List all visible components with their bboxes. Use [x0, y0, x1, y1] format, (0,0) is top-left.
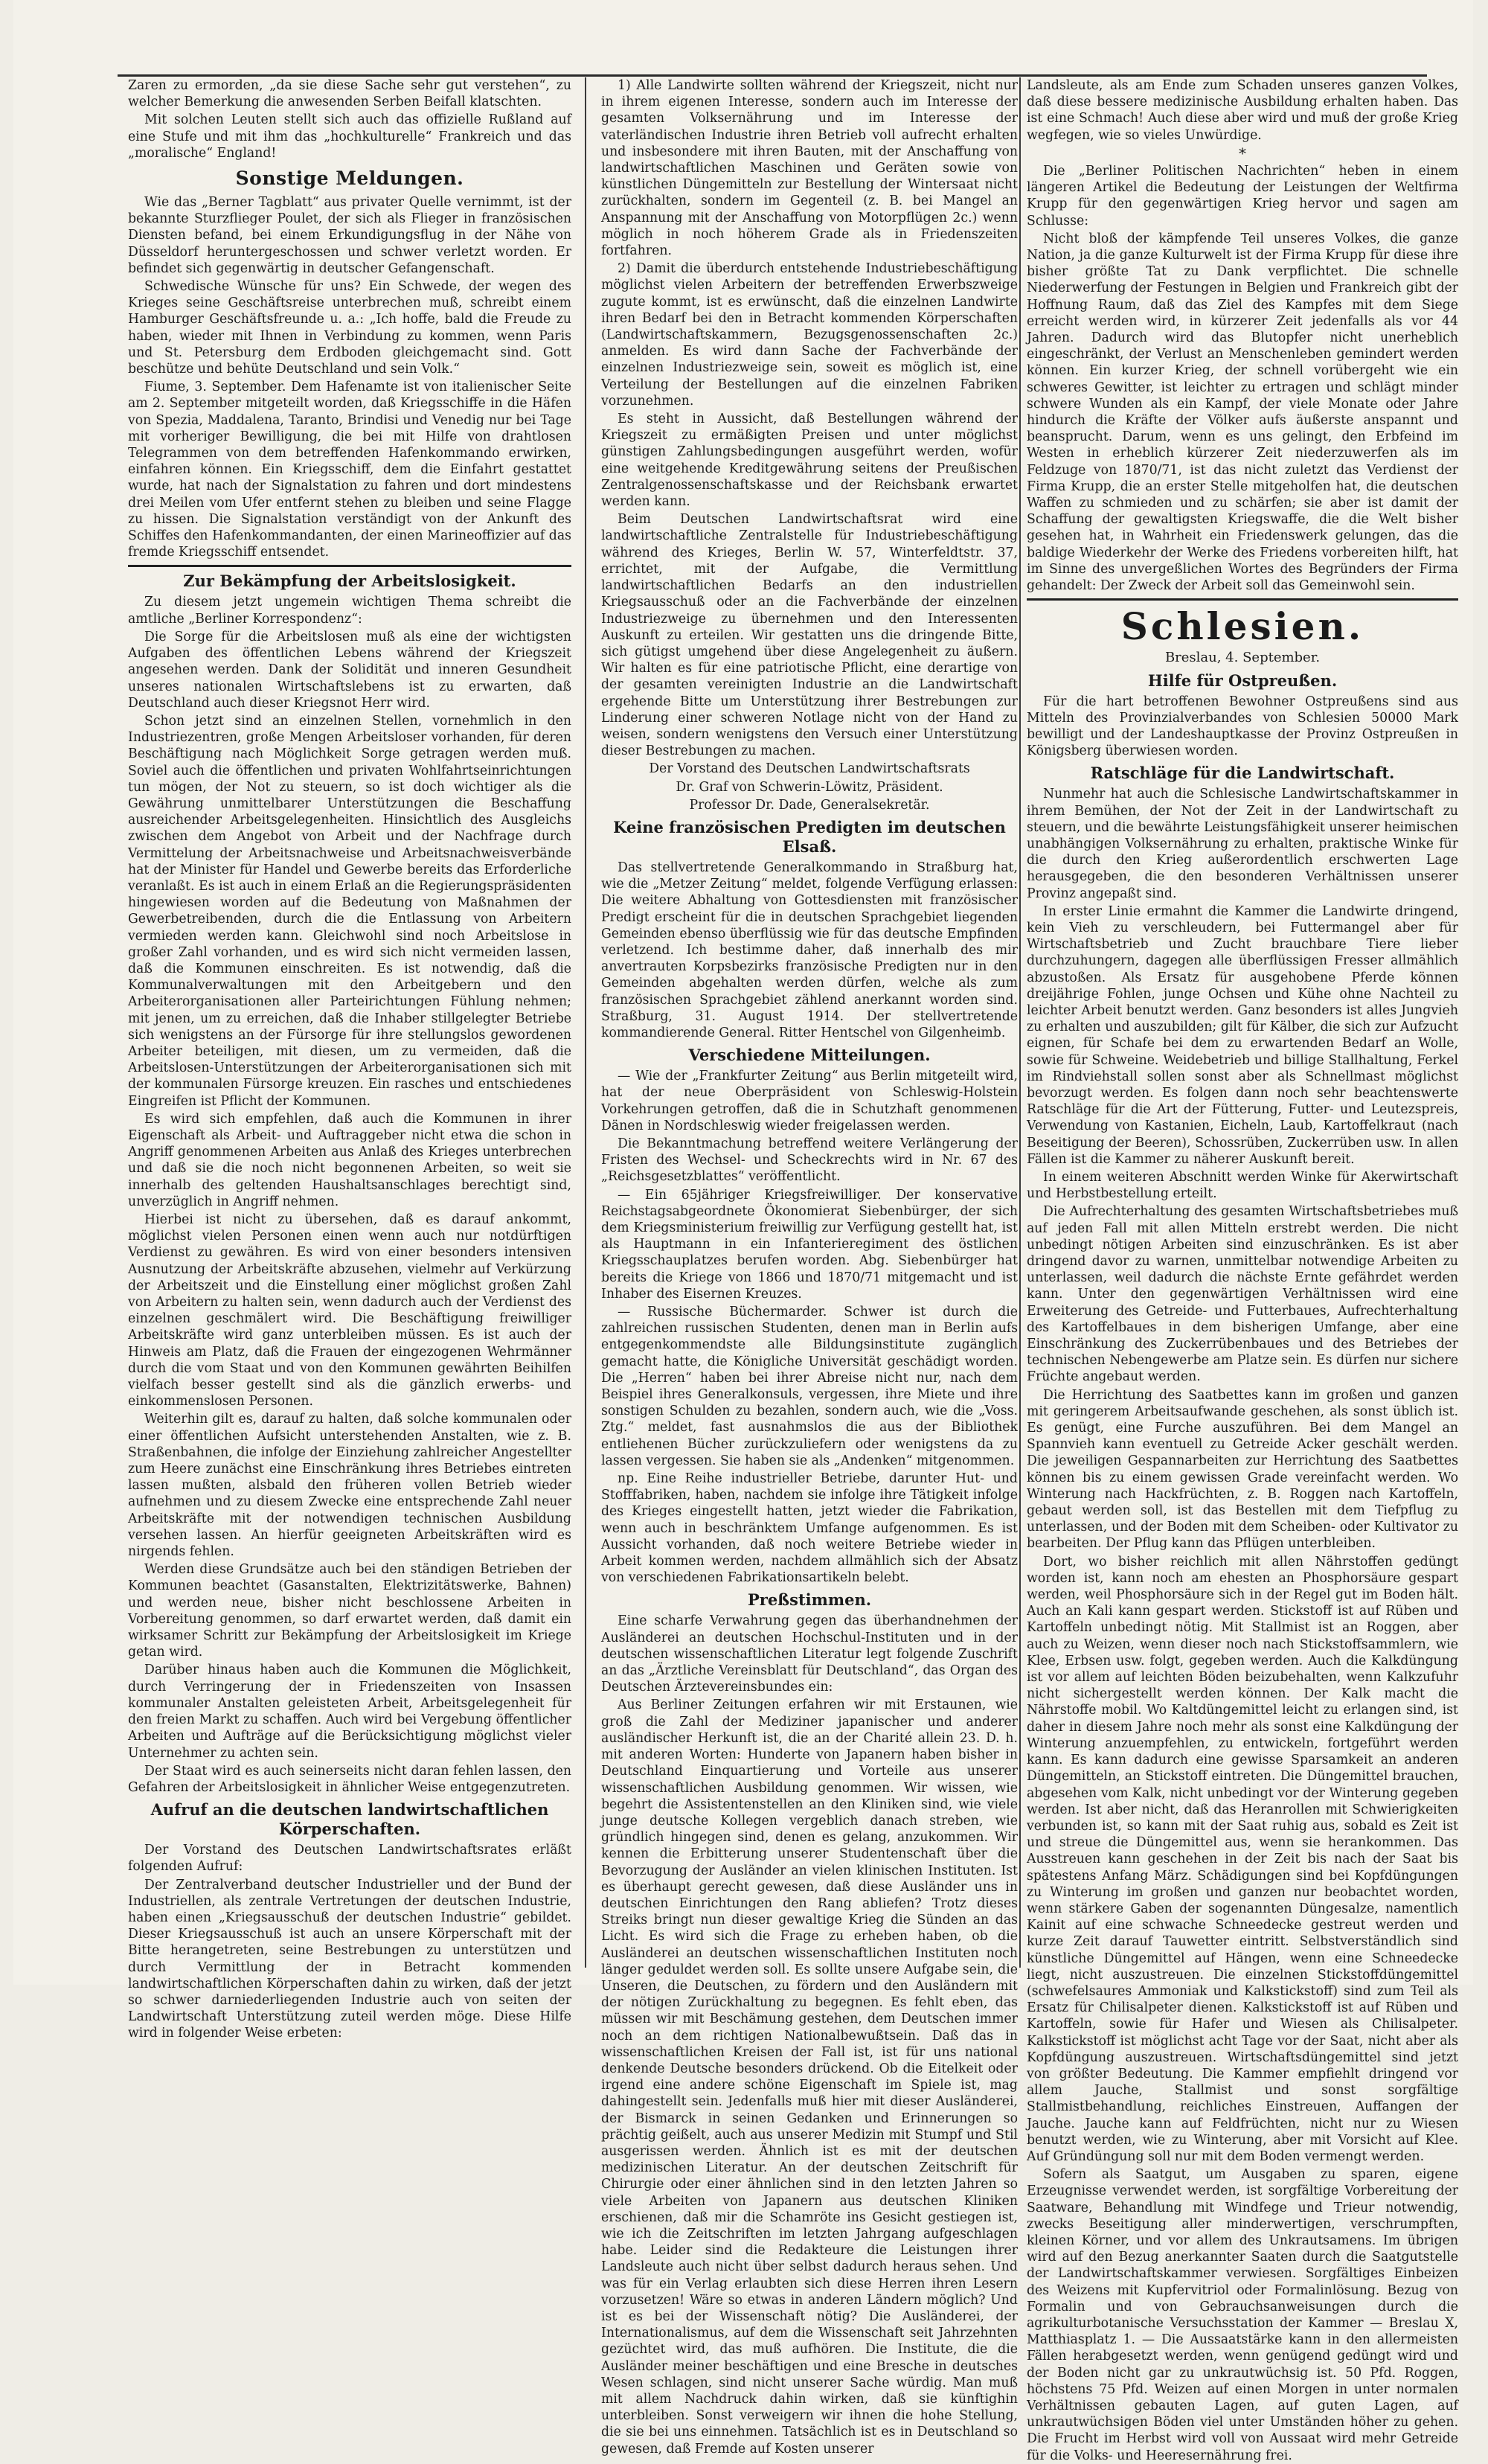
column-3 [1027, 77, 1458, 2463]
paragraph: Es wird sich empfehlen, daß auch die Kommunen in ihrer Eigenschaft als Arbeit- und Auftraggeber nicht etwa die schon in Angriff genommenen Arbeiten aus Anlaß des Krieges unterbrechen und daß sie die noch nicht begonnenen Arbeiten, so weit sie innerhalb des geltenden Haushaltsanschlages berechtigt sind, unverzüglich in Angriff nehmen. [128, 1111, 571, 1209]
paragraph: Zu diesem jetzt ungemein wichtigen Thema schreibt die amtliche „Berliner Korrespondenz“: [128, 595, 571, 627]
section-heading: Sonstige Meldungen. [235, 167, 464, 190]
paragraph: Fiume, 3. September. Dem Hafenamte ist von italienischer Seite am 2. September mitgeteilt worden, daß Kriegsschiffe in die Häfen von Spezia, Maddalena, Taranto, Brindisi und Venedig nur bei Tage mit vorheriger Bewilligung, die bei mit Hilfe von drahtlosen Telegrammen von dem betreffenden Hafenkommando erwirken, einfahren können. Ein Kriegsschiff, dem die Einfahrt gestattet wurde, hat nach der Signalstation zu fahren und dort mindestens drei Meilen vom Ufer entfernt stehen zu bleiben und seine Flagge zu hissen. Die Signalstation verständigt von der Ankunft des Schiffes den Hafenkommandanten, der einen Marineoffizier auf das fremde Kriegsschiff entsendet. [128, 380, 571, 560]
paragraph: Zaren zu ermorden, „da sie diese Sache sehr gut verstehen“, zu welcher Bemerkung die anwesenden Serben Beifall klatschten. [128, 78, 571, 110]
paragraph: Es steht in Aussicht, daß Bestellungen während der Kriegszeit zu ermäßigten Preisen und unter möglichst günstigen Zahlungsbedingungen ausgeführt werden, wofür eine weitgehende Kreditgewährung seitens der Preußischen Zentralgenossenschaftskasse und der Reichsbank erwartet werden kann. [601, 412, 1018, 510]
paragraph: Die Aufrechterhaltung des gesamten Wirtschaftsbetriebes muß auf jeden Fall mit allen Mitteln erstrebt werden. Die nicht unbedingt nötigen Arbeiten sind einzuschränken. Es ist aber dringend davor zu warnen, unmittelbar notwendige Arbeiten zu unterlassen, weil dadurch die nächste Ernte gefährdet werden kann. Unter den gegenwärtigen Verhältnissen wird eine Erweiterung des Getreide- und Futterbaues, Aufrechterhaltung des Kartoffelbaues in dem bisherigen Umfange, aber eine Einschränkung des Zuckerrübenbaues und des Betriebes der technischen Nebengewerbe am Platze sein. Es dürfen nur sichere Früchte angebaut werden. [1027, 1204, 1458, 1385]
paragraph: Dort, wo bisher reichlich mit allen Nährstoffen gedüngt worden ist, kann noch am ehesten an Phosphorsäure gespart werden, weil Phosphorsäure sich in der Regel gut im Boden hält. Auch an Kali kann gespart werden. Stickstoff ist auf Rüben und Kartoffeln unbedingt nötig. Mit Stallmist ist an Roggen, aber auch zu Weizen, wenn dieser noch nach Stickstoffsammlern, wie Klee, Erbsen usw. folgt, gegeben werden. Auch die Kalkdüngung ist vor allem auf leichten Böden beizubehalten, wenn Kalkzufuhr nicht sichergestellt werden können. Der Kalk macht die Nährstoffe mobil. Wo Kaltdüngemittel leicht zu erlangen sind, ist daher in diesem Jahre noch mehr als sonst eine Kalkdüngung der Winterung anzuempfehlen, zu entwickeln, fortgeführt werden kann. Es kann dadurch eine gewisse Sparsamkeit an anderen Düngemitteln, an Stickstoff eintreten. Die Düngemittel brauchen, abgesehen vom Kalk, nicht unbedingt vor der Winterung gegeben werden. Ist aber nicht, daß das Heranrollen mit Schwierigkeiten verbunden ist, so kann mit der Saat ruhig aus, sobald es Zeit ist und streue die Düngemittel aus, wenn sie herankommen. Das Ausstreuen kann geschehen in der Zeit bis nach der Saat bis spätestens Anfang März. Schädigungen sind bei Kopfdüngungen zu Winterung im großen und ganzen nur beobachtet worden, wenn stärkere Gaben der sogenannten Düngesalze, namentlich Kainit auf eine schwache Schneedecke gestreut werden und kurze Zeit darauf Tauwetter eintritt. Selbstverständlich sind künstliche Düngemittel auf Hängen, wenn eine Schneedecke liegt, nicht auszustreuen. Die einzelnen Stickstoffdüngemittel (schwefelsaures Ammoniak und Kalkstickstoff) sind zum Teil als Ersatz für Chilisalpeter dienen. Kalkstickstoff ist auf Rüben und Kartoffeln, sowie für Hafer und Wiesen als Chilisalpeter. Kalkstickstoff ist möglichst acht Tage vor der Saat, nicht aber als Kopfdüngung auszustreuen. Wirtschaftsdüngemittel sind jetzt von größter Bedeutung. Die Kammer empfiehlt dringend vor allem Jauche, Stallmist und sonst sorgfältige Stallmistbehandlung, reichliches Einstreuen, Auffangen der Jauche. Jauche kann auf Feldfrüchten, nicht nur zu Wiesen benutzt werden, wie zu Winterung, aber mit Vorsicht auf Klee. Auf Gründüngung soll nur mit dem Boden vermengt werden. [1027, 1554, 1458, 2164]
paragraph: Der Vorstand des Deutschen Landwirtschaftsrates erläßt folgenden Aufruf: [128, 1843, 571, 1875]
asterisk-icon: * [1239, 144, 1246, 162]
paragraph: — Ein 65jähriger Kriegsfreiwilliger. Der konservative Reichstagsabgeordnete Ökonomierat Siebenbürger, der sich dem Kriegsministerium freiwillig zur Verfügung gestellt hat, ist als Hauptmann in ein Infanterieregiment des östlichen Kriegsschauplatzes berufen worden. Abg. Siebenbürger hat bereits die Kriege von 1866 und 1870/71 mitgemacht und ist Inhaber des Eisernen Kreuzes. [601, 1187, 1018, 1302]
paragraph: Aus Berliner Zeitungen erfahren wir mit Erstaunen, wie groß die Zahl der Mediziner japanischer und anderer ausländischer Herkunft ist, die an der Charité allein 23. D. h. mit anderen Worten: Hunderte von Japanern haben bisher in Deutschland Einquartierung und Vorteile aus unserer wissenschaftlichen Ausbildung genommen. Wir wissen, wie begehrt die Assistentenstellen an den Kliniken sind, wie viele junge deutsche Kollegen vergeblich danach streben, wie gründlich hingegen sind, denen es gelang, anzukommen. Wir kennen die Erbitterung unserer Studentenschaft über die Bevorzugung der Ausländer an vielen klinischen Instituten. Ist es überhaupt gerecht gewesen, daß diese Ausländer uns in deutschen Einrichtungen den Rang abliefen? Trotz dieses Streiks bringt nun dieser gewaltige Krieg die Sünden an das Licht. Es wird sich die Frage zu erheben haben, ob die Ausländerei an deutschen wissenschaftlichen Instituten noch länger geduldet werden soll. Es sollte unsere Aufgabe sein, die Unseren, die Deutschen, zu fördern und den Ausländern mit der nötigen Zurückhaltung zu begegnen. Es fehlt eben, das müssen wir mit Beschämung gestehen, dem Deutschen immer noch an dem richtigen Nationalbewußtsein. Daß das in wissenschaftlichen Kreisen der Fall ist, ist für uns national denkende Deutsche besonders drückend. Ob die Eitelkeit oder irgend eine andere schöne Eigenschaft im Spiele ist, mag dahingestellt sein. Jedenfalls muß hier mit dieser Ausländerei, der Bismarck in seinen Gedanken und Erinnerungen so prächtig geißelt, auch aus unserer Medizin mit Stumpf und Stil ausgerissen werden. Ähnlich ist es mit der deutschen medizinischen Literatur. An der deutschen Zeitschrift für Chirurgie oder einer ähnlichen sind in den letzten Jahren so viele Arbeiten von Japanern aus deutschen Kliniken erschienen, daß mir die Schamröte ins Gesicht gestiegen ist, wie ich die Zeitschriften im letzten Jahrgang aufgeschlagen habe. Leider sind die Redakteure die Leistungen ihrer Landsleute auch nicht über selbst dadurch heraus sehen. Und was für ein Verlag erlaubten sich diese Herren ihren Lesern vorzusetzen! Wäre so etwas in anderen Ländern möglich? Und ist es bei der Wissenschaft nötig? Die Ausländerei, der Internationalismus, auf dem die Wissenschaft seit Jahrzehnten gezüchtet wird, das muß aufhören. Die Institute, die die Ausländer meiner beschäftigen und eine Bresche in deutsches Wesen schlagen, sind nicht unserer Sache würdig. Man muß mit allem Nachdruck dahin wirken, daß sie künftighin unterbleiben. Sonst verweigern wir ihnen die hohe Stellung, die sie bei uns einnehmen. Tatsächlich ist es in Deutschland so gewesen, daß Fremde auf Kosten unserer [601, 1697, 1018, 2457]
paragraph: Landsleute, als am Ende zum Schaden unseres ganzen Volkes, daß diese bessere medizinische Ausbildung erhalten haben. Das ist eine Schmach! Auch diese aber wird und muß der große Krieg wegfegen, wie so vieles Unwürdige. [1027, 78, 1458, 143]
dateline: Breslau, 4. September. [1164, 650, 1321, 666]
section-heading: Verschiedene Mitteilungen. [688, 1046, 931, 1065]
column-divider [585, 77, 586, 1968]
paragraph: Darüber hinaus haben auch die Kommunen die Möglichkeit, durch Verringerung der in Friedenszeiten von Insassen kommunaler Anstalten geleisteten Arbeit, Arbeitsgelegenheit für den freien Markt zu schaffen. Auch wird bei Vergebung öffentlicher Arbeiten und Aufträge auf die Berücksichtigung möglichst vieler Unternehmer zu achten sein. [128, 1663, 571, 1761]
paragraph: Das stellvertretende Generalkommando in Straßburg hat, wie die „Metzer Zeitung“ meldet, folgende Verfügung erlassen: Die weitere Abhaltung von Gottesdiensten mit französischer Predigt erscheint für die in deutschen Sprachgebiet liegenden Gemeinden ebenso überflüssig wie für das deutsche Empfinden verletzend. Ich bestimme daher, daß innerhalb des mir anvertrauten Korpsbezirks französische Predigten nur in den Gemeinden abgehalten werden dürfen, welche als zum französischen Sprachgebiet zählend anerkannt worden sind. Straßburg, 31. August 1914. Der stellvertretende kommandierende General. Ritter Hentschel von Gilgenheimb. [601, 860, 1018, 1040]
region-title: Schlesien. [1120, 604, 1364, 649]
column-divider [1019, 77, 1021, 1968]
paragraph: — Russische Büchermarder. Schwer ist durch die zahlreichen russischen Studenten, denen man in Berlin aufs entgegenkommendste alle Bildungsinstitute zugänglich gemacht hatte, die Königliche Universität geschädigt worden. Die „Herren“ haben bei ihrer Abreise nicht nur, nach dem Beispiel ihres Generalkonsuls, vergessen, ihre Miete und ihre sonstigen Schulden zu bezahlen, sondern auch, wie die „Voss. Ztg.“ meldet, fast ausnahmslos die aus der Bibliothek entliehenen Bücher zurückzuliefern oder wenigstens da zu lassen vergessen. Sie haben sie als „Andenken“ mitgenommen. [601, 1305, 1018, 1468]
top-rule [118, 74, 1427, 77]
divider [1027, 598, 1458, 601]
paragraph: Die „Berliner Politischen Nachrichten“ heben in einem längeren Artikel die Bedeutung der Leistungen der Weltfirma Krupp für den gegenwärtigen Krieg hervor und sagen am Schlusse: [1027, 164, 1458, 228]
paragraph: Die Sorge für die Arbeitslosen muß als eine der wichtigsten Aufgaben des öffentlichen Lebens während der Kriegszeit angesehen werden. Dank der Solidität und inneren Gesundheit unseres nationalen Wirtschaftslebens ist zu erwarten, daß Deutschland auch dieser Kriegsnot Herr wird. [128, 629, 571, 711]
paragraph: 2) Damit die überdurch entstehende Industriebeschäftigung möglichst vielen Arbeitern der betreffenden Erwerbszweige zugute kommt, ist es erwünscht, daß die einzelnen Landwirte ihren Bedarf bei den in Betracht kommenden Körperschaften (Landwirtschaftskammern, Bezugsgenossenschaften 2c.) anmelden. Es wird dann Sache der Fachverbände der einzelnen Industriezweige sein, soweit es möglich ist, eine Verteilung der Bestellungen auf die einzelnen Fabriken vorzunehmen. [601, 261, 1018, 409]
paragraph: In erster Linie ermahnt die Kammer die Landwirte dringend, kein Vieh zu verschleudern, bei Futtermangel aber für Wirtschaftsbetrieb und Zucht brauchbare Tiere lieber durchzuhungern, dagegen alle überflüssigen Fresser allmählich abzustoßen. Als Ersatz für ausgehobene Pferde können dreijährige Fohlen, junge Ochsen und Kühe ohne Nachteil zu leichter Arbeit benutzt werden. Ganz besonders ist alles Jungvieh zu erhalten und auszubilden; gilt für Kälber, die sich zur Aufzucht eignen, für Schafe bei dem zu erwartenden Bedarf an Wolle, sowie für Schweine. Weidebetrieb und billige Stallhaltung, Ferkel im Rindviehstall sollen sonst aber als Schnellmast möglichst bevorzugt werden. Es folgen dann noch sehr beachtenswerte Ratschläge für die Art der Fütterung, Futter- und Leutezspreis, Verwendung von Kastanien, Eicheln, Laub, Kartoffelkraut (nach Beseitigung der Beeren), Schossrüben, Zuckerrüben usw. In allen Fällen ist die Kammer zu näherer Auskunft bereit. [1027, 903, 1458, 1167]
paragraph: Beim Deutschen Landwirtschaftsrat wird eine landwirtschaftliche Zentralstelle für Industriebeschäftigung während des Krieges, Berlin W. 57, Winterfeldtstr. 37, errichtet, mit der Aufgabe, die Vermittlung landwirtschaftlichen Bedarfs an den industriellen Kriegsausschuß oder an die Fachverbände der einzelnen Industriezweige zu übernehmen und den Interessenten Auskunft zu erteilen. Wir gestatten uns die dringende Bitte, sich gütigst umgehend über diese Angelegenheit zu äußern. Wir halten es für eine patriotische Pflicht, eine derartige von der gesamten vereinigten Industrie an die Landwirtschaft ergehende Bitte um Unterstützung ihrer Bestrebungen zur Linderung einer schweren Notlage nicht von der Hand zu weisen, sondern wenigstens den Versuch einer Unterstützung dieser Bestrebungen zu machen. [601, 512, 1018, 759]
paragraph: Wie das „Berner Tagblatt“ aus privater Quelle vernimmt, ist der bekannte Sturzflieger Poulet, der sich als Flieger in französischen Diensten befand, bei einem Erkundigungsflug in der Nähe von Düsseldorf heruntergeschossen und schwer verletzt worden. Er befindet sich gegenwärtig in deutscher Gefangenschaft. [128, 195, 571, 276]
column-2 [601, 77, 1018, 2457]
paragraph: Hierbei ist nicht zu übersehen, daß es darauf ankommt, möglichst vielen Personen einen wenn auch nur notdürftigen Verdienst zu gewähren. Es wird von einer besonders intensiven Ausnutzung der Arbeitskräfte abzusehen, vielmehr auf Verkürzung der Arbeitszeit und die Einstellung einer möglichst großen Zahl von Arbeitern zu halten sein, wenn dadurch auch der Verdienst des einzelnen geschmälert wird. Die Beschäftigung freiwilliger Arbeitskräfte wird ganz unterbleiben müssen. Es ist auch der Hinweis am Platz, daß die Frauen der eingezogenen Wehrmänner durch die vom Staat und von den Kommunen gewährten Beihilfen vielfach besser gestellt sind als die gänzlich erwerbs- und einkommenslosen Personen. [128, 1212, 571, 1409]
paragraph: Nunmehr hat auch die Schlesische Landwirtschaftskammer in ihrem Bemühen, der Not der Zeit in der Landwirtschaft zu steuern, und die bewährte Leistungsfähigkeit unserer heimischen unabhängigen Volksernährung zu erhalten, praktische Winke für die durch den Krieg außerordentlich erschwerten Lage herausgegeben, die den besonderen Verhältnissen unserer Provinz angepaßt sind. [1027, 787, 1458, 901]
paragraph: Werden diese Grundsätze auch bei den ständigen Betrieben der Kommunen beachtet (Gasanstalten, Elektrizitätswerke, Bahnen) und werden neue, bisher nicht beschlossene Arbeiten in Vorbereitung genommen, so darf erwartet werden, daß damit ein wirksamer Schritt zur Bekämpfung der Arbeitslosigkeit im Kriege getan wird. [128, 1562, 571, 1660]
section-heading: Ratschläge für die Landwirtschaft. [1090, 764, 1395, 783]
paragraph: Weiterhin gilt es, darauf zu halten, daß solche kommunalen oder einer öffentlichen Aufsicht unterstehenden Anstalten, wie z. B. Straßenbahnen, die infolge der Einziehung zahlreicher Angestellter zum Heere zunächst eine Einschränkung ihres Betriebes eintreten lassen mußten, alsbald den früheren vollen Betrieb wieder aufnehmen und zu diesem Zwecke eine entsprechende Zahl neuer Arbeitskräfte mit der notwendigen technischen Ausbildung versehen lassen. An hierfür geeigneten Arbeitskräften wird es nirgends fehlen. [128, 1412, 571, 1560]
section-heading: Preßstimmen. [747, 1590, 872, 1610]
column-1 [128, 77, 571, 2041]
paragraph: Die Bekanntmachung betreffend weitere Verlängerung der Fristen des Wechsel- und Scheckrechts wird in Nr. 67 des „Reichsgesetzblattes“ veröffentlicht. [601, 1136, 1018, 1185]
divider [128, 565, 571, 567]
paragraph: Sofern als Saatgut, um Ausgaben zu sparen, eigene Erzeugnisse verwendet werden, ist sorgfältige Vorbereitung der Saatware, Behandlung mit Windfege und Trieur notwendig, zwecks Beseitigung aller minderwertigen, verschrumpften, kleinen Körner, und vor allem des Unkrautsamens. Im übrigen wird auf den Bezug anerkannter Saaten durch die Saatgutstelle der Landwirtschaftskammer verwiesen. Sorgfältiges Einbeizen des Weizens mit Kupfervitriol oder Formalinlösung. Bezug von Formalin und von Gebrauchsanweisungen durch die agrikulturbotanische Versuchsstation der Kammer — Breslau X, Matthiasplatz 1. — Die Aussaatstärke kann in den allermeisten Fällen herabgesetzt werden, wenn genügend gedüngt wird und der Boden nicht gar zu unkrautwüchsig ist. 50 Pfd. Roggen, höchstens 75 Pfd. Weizen auf einen Morgen in unter normalen Verhältnissen gebauten Lagen, auf guten Lagen, auf unkrautwüchsigen Böden viel unter Umständen höher zu gehen. Die Frucht im Herbst wird voll von Aussaat wird mehr Getreide für die Volks- und Heeresernährung frei. [1027, 2167, 1458, 2463]
signature-line: Professor Dr. Dade, Generalsekretär. [689, 797, 930, 813]
paragraph: Die Herrichtung des Saatbettes kann im großen und ganzen mit geringerem Arbeitsaufwande geschehen, als sonst üblich ist. Es genügt, eine Furche auszuführen. Bei dem Mangel an Spannvieh kann eventuell zu Getreide Acker geschält werden. Die jeweiligen Gespannarbeiten zur Herrichtung des Saatbettes können bis zu einem gewissen Grade vereinfacht werden. Wo Winterung nach Hackfrüchten, z. B. Roggen nach Kartoffeln, gebaut werden soll, ist das Bestellen mit dem Tiefpflug zu unterlassen, und der Boden mit dem Scheiben- oder Kultivator zu bearbeiten. Der Pflug kann das Pflügen unterbleiben. [1027, 1387, 1458, 1552]
section-heading: Keine französischen Predigten im deutschen Elsaß. [613, 817, 1006, 856]
section-heading: Zur Bekämpfung der Arbeitslosigkeit. [183, 572, 516, 591]
section-heading: Hilfe für Ostpreußen. [1147, 671, 1338, 690]
paragraph: Eine scharfe Verwahrung gegen das überhandnehmen der Ausländerei an deutschen Hochschul-Instituten und in der deutschen wissenschaftlichen Literatur legt folgende Zuschrift an das „Ärztliche Vereinsblatt für Deutschland“, das Organ des Deutschen Ärztevereinsbundes ein: [601, 1613, 1018, 1695]
paragraph: Der Zentralverband deutscher Industrieller und der Bund der Industriellen, als zentrale Vertretungen der deutschen Industrie, haben einen „Kriegsausschuß der deutschen Industrie“ gebildet. Dieser Kriegsausschuß ist auch an unsere Körperschaft mit der Bitte herangetreten, seine Bestrebungen zu unterstützen und durch Vermittlung der in Betracht kommenden landwirtschaftlichen Körperschaften dahin zu wirken, daß der jetzt so schwer darniederliegenden Industrie auch von seiten der Landwirtschaft Unterstützung zuteil werden möge. Diese Hilfe wird in folgender Weise erbeten: [128, 1877, 571, 2041]
signature-line: Der Vorstand des Deutschen Landwirtschaftsrats [649, 761, 970, 777]
paragraph: Der Staat wird es auch seinerseits nicht daran fehlen lassen, den Gefahren der Arbeitslosigkeit in ähnlicher Weise entgegenzutreten. [128, 1763, 571, 1795]
paragraph: 1) Alle Landwirte sollten während der Kriegszeit, nicht nur in ihrem eigenen Interesse, sondern auch im Interesse der gesamten Volksernährung und im Interesse der vaterländischen Industrie ihren Betrieb voll aufrecht erhalten und insbesondere mit ihren Bauten, mit der Anschaffung von landwirtschaftlichen Maschinen und Geräten sowie von künstlichen Düngemitteln zur Bestellung der Wintersaat nicht zurückhalten, sondern im Gegenteil (z. B. bei Mangel an Anspannung mit der Anschaffung von Motorpflügen 2c.) wenn möglich in noch höherem Grade als in Friedenszeiten fortfahren. [601, 78, 1018, 259]
paragraph: Für die hart betroffenen Bewohner Ostpreußens sind aus Mitteln des Provinzialverbandes von Schlesien 50000 Mark bewilligt und der Landeshauptkasse der Provinz Ostpreußen in Königsberg überwiesen worden. [1027, 694, 1458, 759]
section-heading: Aufruf an die deutschen landwirtschaftlichen Körperschaften. [150, 1800, 549, 1839]
paragraph: Schwedische Wünsche für uns? Ein Schwede, der wegen des Krieges seine Geschäftsreise unterbrechen muß, schreibt einem Hamburger Geschäftsfreunde u. a.: „Ich hoffe, bald die Freude zu haben, wieder mit Ihnen in Verbindung zu kommen, wenn Paris und St. Petersburg dem Erdboden gleichgemacht sind. Gott beschütze und behüte Deutschland und sein Volk.“ [128, 279, 571, 377]
paragraph: — Wie der „Frankfurter Zeitung“ aus Berlin mitgeteilt wird, hat der neue Oberpräsident von Schleswig-Holstein Vorkehrungen getroffen, daß die in Schutzhaft genommenen Dänen in Nordschleswig wieder freigelassen werden. [601, 1069, 1018, 1133]
paragraph: Mit solchen Leuten stellt sich auch das offizielle Rußland auf eine Stufe und mit ihm das „hochkulturelle“ Frankreich und das „moralische“ England! [128, 112, 571, 161]
newspaper-page [13, 0, 1473, 2463]
signature-line: Dr. Graf von Schwerin-Löwitz, Präsident. [676, 779, 943, 795]
paragraph: Schon jetzt sind an einzelnen Stellen, vornehmlich in den Industriezentren, große Mengen Arbeitsloser vorhanden, für deren Beschäftigung nach Möglichkeit Sorge getragen werden muß. Soviel auch die öffentlichen und privaten Wohlfahrtseinrichtungen tun mögen, der Not zu steuern, so ist doch wichtiger als die Gewährung unmittelbarer Unterstützungen die Beschaffung ausreichender Arbeitsgelegenheiten. Hinsichtlich des Ausgleichs zwischen dem Angebot von Arbeit und der Nachfrage durch Vermittelung der Arbeitsnachweise und Arbeitsnachweisverbände hat der Minister für Handel und Gewerbe bereits das Erforderliche veranlaßt. Es ist auch in einem Erlaß an die Regierungspräsidenten hingewiesen worden auf die Bedeutung von Maßnahmen der Gewerbetreibenden, durch die die Entlassung von Arbeitern vermieden werden kann. Gleichwohl sind noch Arbeitslose in großer Zahl vorhanden, und es wird sich nicht vermeiden lassen, daß die Kommunen einschreiten. Es ist notwendig, daß die Kommunalverwaltungen mit den Arbeitgebern und den Arbeiterorganisationen aller Parteirichtungen Fühlung nehmen; mit jenen, um zu erreichen, daß die Inhaber stillgelegter Betriebe sich wenigstens an der Fürsorge für ihre stellungslos gewordenen Arbeiter beteiligen, mit diesen, um zu vermeiden, daß die Arbeitslosen-Unterstützungen der Arbeiterorganisationen sich mit der kommunalen Fürsorge kreuzen. Ein rasches und entschiedenes Eingreifen ist Pflicht der Kommunen. [128, 713, 571, 1109]
paragraph: np. Eine Reihe industrieller Betriebe, darunter Hut- und Stofffabriken, haben, nachdem sie infolge ihre Tätigkeit infolge des Krieges eingestellt hatten, jetzt wieder die Fabrikation, wenn auch in beschränktem Umfange aufgenommen. Es ist Aussicht vorhanden, daß noch weitere Betriebe wieder in Arbeit kommen werden, nachdem allmählich sich der Absatz von verschiedenen Fabrikationsartikeln belebt. [601, 1471, 1018, 1586]
paragraph: Nicht bloß der kämpfende Teil unseres Volkes, die ganze Nation, ja die ganze Kulturwelt ist der Firma Krupp für diese ihre bisher größte Tat zu Dank verpflichtet. Die schnelle Niederwerfung der Festungen in Belgien und Frankreich gibt der Hoffnung Raum, daß das Ziel des Kampfes mit dem Siege erreicht werden wird, in kürzerer Zeit jedenfalls als vor 44 Jahren. Dadurch wird das Blutopfer nicht unerheblich eingeschränkt, der Verlust an Menschenleben gemindert werden können. Ein kurzer Krieg, der schnell vorübergeht wie ein schweres Gewitter, ist leichter zu ertragen und schlägt minder schwere Wunden als ein Kampf, der viele Monate oder Jahre hindurch die Kräfte der Völker aufs äußerste anspannt und beansprucht. Darum, wenn es uns gelingt, den Erbfeind im Westen in erheblich kürzerer Zeit niederzuwerfen als im Feldzuge von 1870/71, ist das nicht zuletzt das Verdienst der Firma Krupp, die an erster Stelle mitgeholfen hat, die deutschen Waffen zu schmieden und zu schärfen; sie aber ist damit der Schaffung der gewaltigsten Kriegswaffe, die die Welt bisher gesehen hat, in Wahrheit ein Friedenswerk gelungen, das die baldige Wiederkehr der Werke des Friedens vorbereiten hilft, hat im Sinne des unvergeßlichen Wortes des Begründers der Firma gehandelt: Der Zweck der Arbeit soll das Gemeinwohl sein. [1027, 231, 1458, 594]
paragraph: In einem weiteren Abschnitt werden Winke für Akerwirtschaft und Herbstbestellung erteilt. [1027, 1169, 1458, 1202]
